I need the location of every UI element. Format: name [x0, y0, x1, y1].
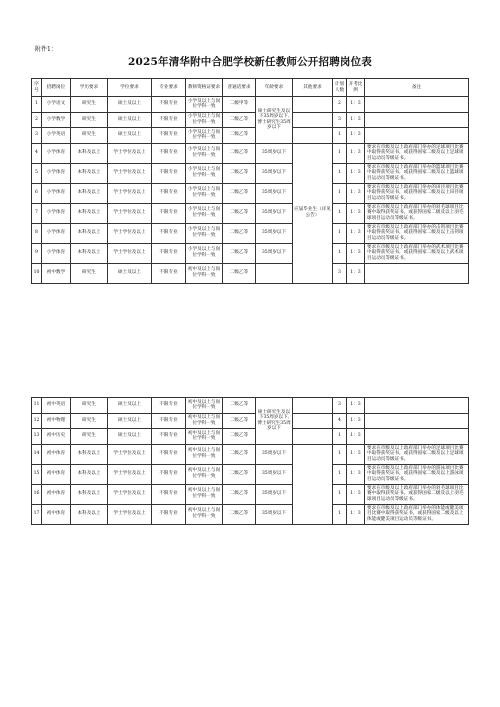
cell-count: 3 [333, 112, 347, 128]
cell-age: 35周岁以下 [256, 143, 293, 163]
cell-degree: 硕士及以上 [108, 263, 152, 283]
cell-count: 1 [333, 183, 347, 203]
cell-degree: 学士学位及以上 [108, 464, 152, 484]
cell-count: 1 [333, 143, 347, 163]
cell-no: 6 [32, 183, 42, 203]
cell-post: 初中体育 [42, 504, 71, 524]
table-row [32, 484, 469, 504]
cell-mandarin: 二级乙等 [223, 143, 256, 163]
cell-count: 1 [333, 203, 347, 223]
header-edu: 学历要求 [71, 79, 108, 97]
cell-ratio: 1：3 [347, 413, 365, 429]
cell-post: 初中物理 [42, 413, 71, 429]
cell-no: 9 [32, 243, 42, 263]
cell-no: 16 [32, 484, 42, 504]
cell-cert: 初中及以上与岗位学科一致 [186, 504, 223, 524]
cell-age: 35周岁以下 [256, 444, 293, 464]
cell-major: 不限专业 [152, 398, 186, 414]
cell-age [256, 263, 293, 283]
cell-ratio: 1：3 [347, 112, 365, 128]
cell-edu: 研究生 [71, 413, 108, 429]
cell-degree: 硕士及以上 [108, 97, 152, 113]
cell-mandarin: 二级甲等 [223, 97, 256, 113]
cell-age: 35周岁以下 [256, 243, 293, 263]
cell-age: 35周岁以下 [256, 203, 293, 223]
cell-mandarin: 二级乙等 [223, 444, 256, 464]
cell-major: 不限专业 [152, 128, 186, 144]
cell-ratio: 1：3 [347, 183, 365, 203]
cell-post: 初中体育 [42, 464, 71, 484]
cell-cert: 初中及以上与岗位学科一致 [186, 429, 223, 445]
cell-age: 35周岁以下 [256, 504, 293, 524]
cell-major: 不限专业 [152, 223, 186, 243]
cell-note: 要求在市级及以上政府部门举办的田径项目比赛中取得获奖证书，或获得国家二级及以上田径项目运动员等级证书。 [365, 183, 469, 203]
cell-cert: 小学及以上与岗位学科一致 [186, 223, 223, 243]
cell-cert: 小学及以上与岗位学科一致 [186, 183, 223, 203]
cell-mandarin: 二级乙等 [223, 203, 256, 223]
cell-other [293, 413, 333, 429]
attachment-label: 附件1： [35, 46, 57, 53]
cell-other-req: 应届毕业生（详见公告） [293, 143, 333, 283]
cell-note [365, 263, 469, 283]
cell-age-primary: 硕士研究生及以下35周岁以下,博士研究生35周岁以下 [256, 97, 293, 144]
cell-mandarin: 二级乙等 [223, 464, 256, 484]
cell-no: 13 [32, 429, 42, 445]
header-count: 计划人数 [333, 79, 347, 97]
cell-no: 10 [32, 263, 42, 283]
cell-other [293, 444, 333, 524]
cell-no: 1 [32, 97, 42, 113]
cell-degree: 学士学位及以上 [108, 223, 152, 243]
cell-other [293, 112, 333, 128]
cell-no: 17 [32, 504, 42, 524]
header-cert: 教师资格证要求 [186, 79, 223, 97]
cell-ratio: 1：3 [347, 243, 365, 263]
table-row [32, 163, 469, 183]
cell-count: 1 [333, 223, 347, 243]
cell-mandarin: 二级乙等 [223, 163, 256, 183]
cell-age-middle: 硕士研究生及以下35周岁以下,博士研究生35周岁以下 [256, 398, 293, 445]
cell-mandarin: 二级乙等 [223, 413, 256, 429]
cell-note: 要求在市级及以上政府部门举办的足球项目比赛中取得获奖证书，或获得国家二级及以上足球项目运动员等级证书。 [365, 143, 469, 163]
cell-mandarin: 二级乙等 [223, 128, 256, 144]
cell-mandarin: 二级乙等 [223, 243, 256, 263]
cell-edu: 本科及以上 [71, 163, 108, 183]
cell-ratio: 1：3 [347, 398, 365, 414]
cell-no: 11 [32, 398, 42, 414]
cell-count: 1 [333, 464, 347, 484]
cell-edu: 本科及以上 [71, 504, 108, 524]
cell-note: 要求在市级及以上政府部门举办的游泳项目比赛中取得获奖证书，或获得国家二级及以上游泳项目运动员等级证书。 [365, 464, 469, 484]
cell-major: 不限专业 [152, 243, 186, 263]
cell-mandarin: 二级乙等 [223, 223, 256, 243]
cell-note: 要求在市级及以上政府部门举办的羽毛球项目比赛中取得获奖证书，或获得国家二级及以上羽毛球项目运动员等级证书。 [365, 484, 469, 504]
cell-major: 不限专业 [152, 504, 186, 524]
cell-ratio: 1：3 [347, 143, 365, 163]
cell-major: 不限专业 [152, 143, 186, 163]
cell-post: 小学体育 [42, 183, 71, 203]
table-row [32, 243, 469, 263]
cell-major: 不限专业 [152, 163, 186, 183]
cell-note: 要求在市级及以上政府部门举办的羽毛球项目比赛中取得获奖证书，或获得国家二级及以上羽毛球项目运动员等级证书。 [365, 203, 469, 223]
cell-edu: 本科及以上 [71, 143, 108, 163]
cell-degree: 学士学位及以上 [108, 163, 152, 183]
header-age: 年龄要求 [256, 79, 293, 97]
cell-post: 初中体育 [42, 444, 71, 464]
cell-post: 小学英语 [42, 128, 71, 144]
cell-post: 小学体育 [42, 163, 71, 183]
cell-degree: 学士学位及以上 [108, 203, 152, 223]
header-post: 招聘岗位 [42, 79, 71, 97]
cell-note [365, 429, 469, 445]
table-row [32, 504, 469, 524]
cell-ratio: 1：3 [347, 223, 365, 243]
cell-no: 4 [32, 143, 42, 163]
cell-mandarin: 二级乙等 [223, 263, 256, 283]
cell-post: 小学体育 [42, 223, 71, 243]
cell-edu: 本科及以上 [71, 243, 108, 263]
cell-ratio: 1：3 [347, 464, 365, 484]
cell-major: 不限专业 [152, 203, 186, 223]
cell-edu: 研究生 [71, 128, 108, 144]
cell-cert: 初中及以上与岗位学科一致 [186, 398, 223, 414]
cell-degree: 学士学位及以上 [108, 504, 152, 524]
table-row [32, 183, 469, 203]
cell-age: 35周岁以下 [256, 484, 293, 504]
header-note: 备注 [365, 79, 469, 97]
cell-post: 小学体育 [42, 203, 71, 223]
cell-note [365, 398, 469, 414]
cell-age: 35周岁以下 [256, 464, 293, 484]
header-no: 序号 [32, 79, 42, 97]
recruitment-table-part2 [31, 397, 469, 525]
cell-post: 小学语文 [42, 97, 71, 113]
cell-edu: 研究生 [71, 429, 108, 445]
cell-note: 要求在市级及以上政府部门举办的体能或健美项目比赛中取得获奖证书，或获得国家二级及以上体能或健美项目运动员等级证书。 [365, 504, 469, 524]
table-header-row [32, 79, 469, 97]
cell-cert: 初中及以上与岗位学科一致 [186, 413, 223, 429]
cell-count: 4 [333, 413, 347, 429]
cell-cert: 初中及以上与岗位学科一致 [186, 444, 223, 464]
cell-cert: 小学及以上与岗位学科一致 [186, 97, 223, 113]
cell-cert: 小学及以上与岗位学科一致 [186, 112, 223, 128]
cell-count: 1 [333, 504, 347, 524]
table-row [32, 429, 469, 445]
cell-major: 不限专业 [152, 429, 186, 445]
cell-degree: 学士学位及以上 [108, 484, 152, 504]
cell-no: 3 [32, 128, 42, 144]
cell-edu: 本科及以上 [71, 484, 108, 504]
cell-age: 35周岁以下 [256, 163, 293, 183]
cell-ratio: 1：3 [347, 429, 365, 445]
cell-note: 要求在市级及以上政府部门举办的武术项目比赛中取得获奖证书，或获得国家二级及以上武术项目运动员等级证书。 [365, 243, 469, 263]
cell-mandarin: 二级乙等 [223, 484, 256, 504]
cell-ratio: 1：3 [347, 128, 365, 144]
cell-mandarin: 二级乙等 [223, 112, 256, 128]
cell-degree: 学士学位及以上 [108, 444, 152, 464]
cell-edu: 研究生 [71, 263, 108, 283]
cell-count: 3 [333, 263, 347, 283]
header-major: 专业要求 [152, 79, 186, 97]
cell-note: 要求在市级及以上政府部门举办的击剑项目比赛中取得获奖证书，或获得国家二级及以上击剑项目运动员等级证书。 [365, 223, 469, 243]
table-row [32, 97, 469, 113]
table-row [32, 464, 469, 484]
cell-count: 3 [333, 398, 347, 414]
cell-major: 不限专业 [152, 464, 186, 484]
cell-edu: 本科及以上 [71, 203, 108, 223]
cell-major: 不限专业 [152, 444, 186, 464]
cell-note: 要求在市级及以上政府部门举办的足球项目比赛中取得获奖证书，或获得国家二级及以上足球项目运动员等级证书。 [365, 444, 469, 464]
cell-post: 小学体育 [42, 243, 71, 263]
cell-no: 2 [32, 112, 42, 128]
cell-ratio: 1：3 [347, 504, 365, 524]
cell-other [293, 429, 333, 445]
cell-major: 不限专业 [152, 97, 186, 113]
cell-degree: 硕士及以上 [108, 398, 152, 414]
cell-edu: 本科及以上 [71, 444, 108, 464]
cell-count: 1 [333, 484, 347, 504]
cell-ratio: 1：3 [347, 203, 365, 223]
cell-cert: 小学及以上与岗位学科一致 [186, 128, 223, 144]
cell-ratio: 1：3 [347, 263, 365, 283]
cell-count: 1 [333, 128, 347, 144]
cell-cert: 小学及以上与岗位学科一致 [186, 243, 223, 263]
cell-count: 1 [333, 429, 347, 445]
cell-other [293, 128, 333, 144]
cell-note [365, 413, 469, 429]
cell-mandarin: 二级乙等 [223, 504, 256, 524]
cell-mandarin: 二级乙等 [223, 398, 256, 414]
cell-ratio: 1：3 [347, 484, 365, 504]
cell-no: 12 [32, 413, 42, 429]
cell-post: 初中历史 [42, 429, 71, 445]
cell-edu: 本科及以上 [71, 223, 108, 243]
cell-no: 7 [32, 203, 42, 223]
cell-cert: 初中及以上与岗位学科一致 [186, 484, 223, 504]
table-row [32, 128, 469, 144]
cell-edu: 本科及以上 [71, 183, 108, 203]
table-row [32, 223, 469, 243]
cell-no: 14 [32, 444, 42, 464]
cell-degree: 学士学位及以上 [108, 243, 152, 263]
table-row [32, 444, 469, 464]
cell-cert: 初中及以上与岗位学科一致 [186, 263, 223, 283]
cell-note [365, 128, 469, 144]
header-mandarin: 普通话要求 [223, 79, 256, 97]
cell-degree: 硕士及以上 [108, 413, 152, 429]
cell-edu: 本科及以上 [71, 464, 108, 484]
cell-edu: 研究生 [71, 97, 108, 113]
cell-no: 5 [32, 163, 42, 183]
table-row [32, 413, 469, 429]
cell-note [365, 112, 469, 128]
cell-post: 小学体育 [42, 143, 71, 163]
cell-no: 15 [32, 464, 42, 484]
cell-note: 要求在市级及以上政府部门举办的篮球项目比赛中取得获奖证书，或获得国家二级及以上篮球项目运动员等级证书。 [365, 163, 469, 183]
cell-other [293, 97, 333, 113]
table-row [32, 398, 469, 414]
cell-note [365, 97, 469, 113]
cell-degree: 学士学位及以上 [108, 183, 152, 203]
cell-post: 初中数学 [42, 263, 71, 283]
cell-count: 1 [333, 243, 347, 263]
cell-ratio: 1：3 [347, 97, 365, 113]
cell-major: 不限专业 [152, 484, 186, 504]
cell-edu: 研究生 [71, 398, 108, 414]
cell-major: 不限专业 [152, 112, 186, 128]
cell-ratio: 1：3 [347, 163, 365, 183]
cell-major: 不限专业 [152, 183, 186, 203]
cell-degree: 学士学位及以上 [108, 143, 152, 163]
table-row [32, 203, 469, 223]
cell-post: 初中体育 [42, 484, 71, 504]
cell-degree: 硕士及以上 [108, 128, 152, 144]
table-row [32, 263, 469, 283]
cell-degree: 硕士及以上 [108, 429, 152, 445]
cell-degree: 硕士及以上 [108, 112, 152, 128]
cell-cert: 小学及以上与岗位学科一致 [186, 163, 223, 183]
cell-count: 1 [333, 163, 347, 183]
cell-major: 不限专业 [152, 263, 186, 283]
cell-no: 8 [32, 223, 42, 243]
table-row [32, 112, 469, 128]
cell-ratio: 1：3 [347, 444, 365, 464]
header-ratio: 开考比例 [347, 79, 365, 97]
cell-major: 不限专业 [152, 413, 186, 429]
cell-age: 35周岁以下 [256, 223, 293, 243]
cell-mandarin: 二级乙等 [223, 429, 256, 445]
cell-post: 小学数学 [42, 112, 71, 128]
table-row [32, 143, 469, 163]
recruitment-table-part1 [31, 78, 469, 284]
cell-age: 35周岁以下 [256, 183, 293, 203]
header-other: 其他要求 [293, 79, 333, 97]
cell-count: 1 [333, 444, 347, 464]
cell-cert: 小学及以上与岗位学科一致 [186, 143, 223, 163]
header-degree: 学位要求 [108, 79, 152, 97]
cell-mandarin: 二级乙等 [223, 183, 256, 203]
page-title: 2025年清华附中合肥学校新任教师公开招聘岗位表 [127, 56, 373, 68]
cell-cert: 初中及以上与岗位学科一致 [186, 464, 223, 484]
cell-other [293, 398, 333, 414]
cell-count: 2 [333, 97, 347, 113]
cell-cert: 小学及以上与岗位学科一致 [186, 203, 223, 223]
cell-edu: 研究生 [71, 112, 108, 128]
cell-post: 初中英语 [42, 398, 71, 414]
